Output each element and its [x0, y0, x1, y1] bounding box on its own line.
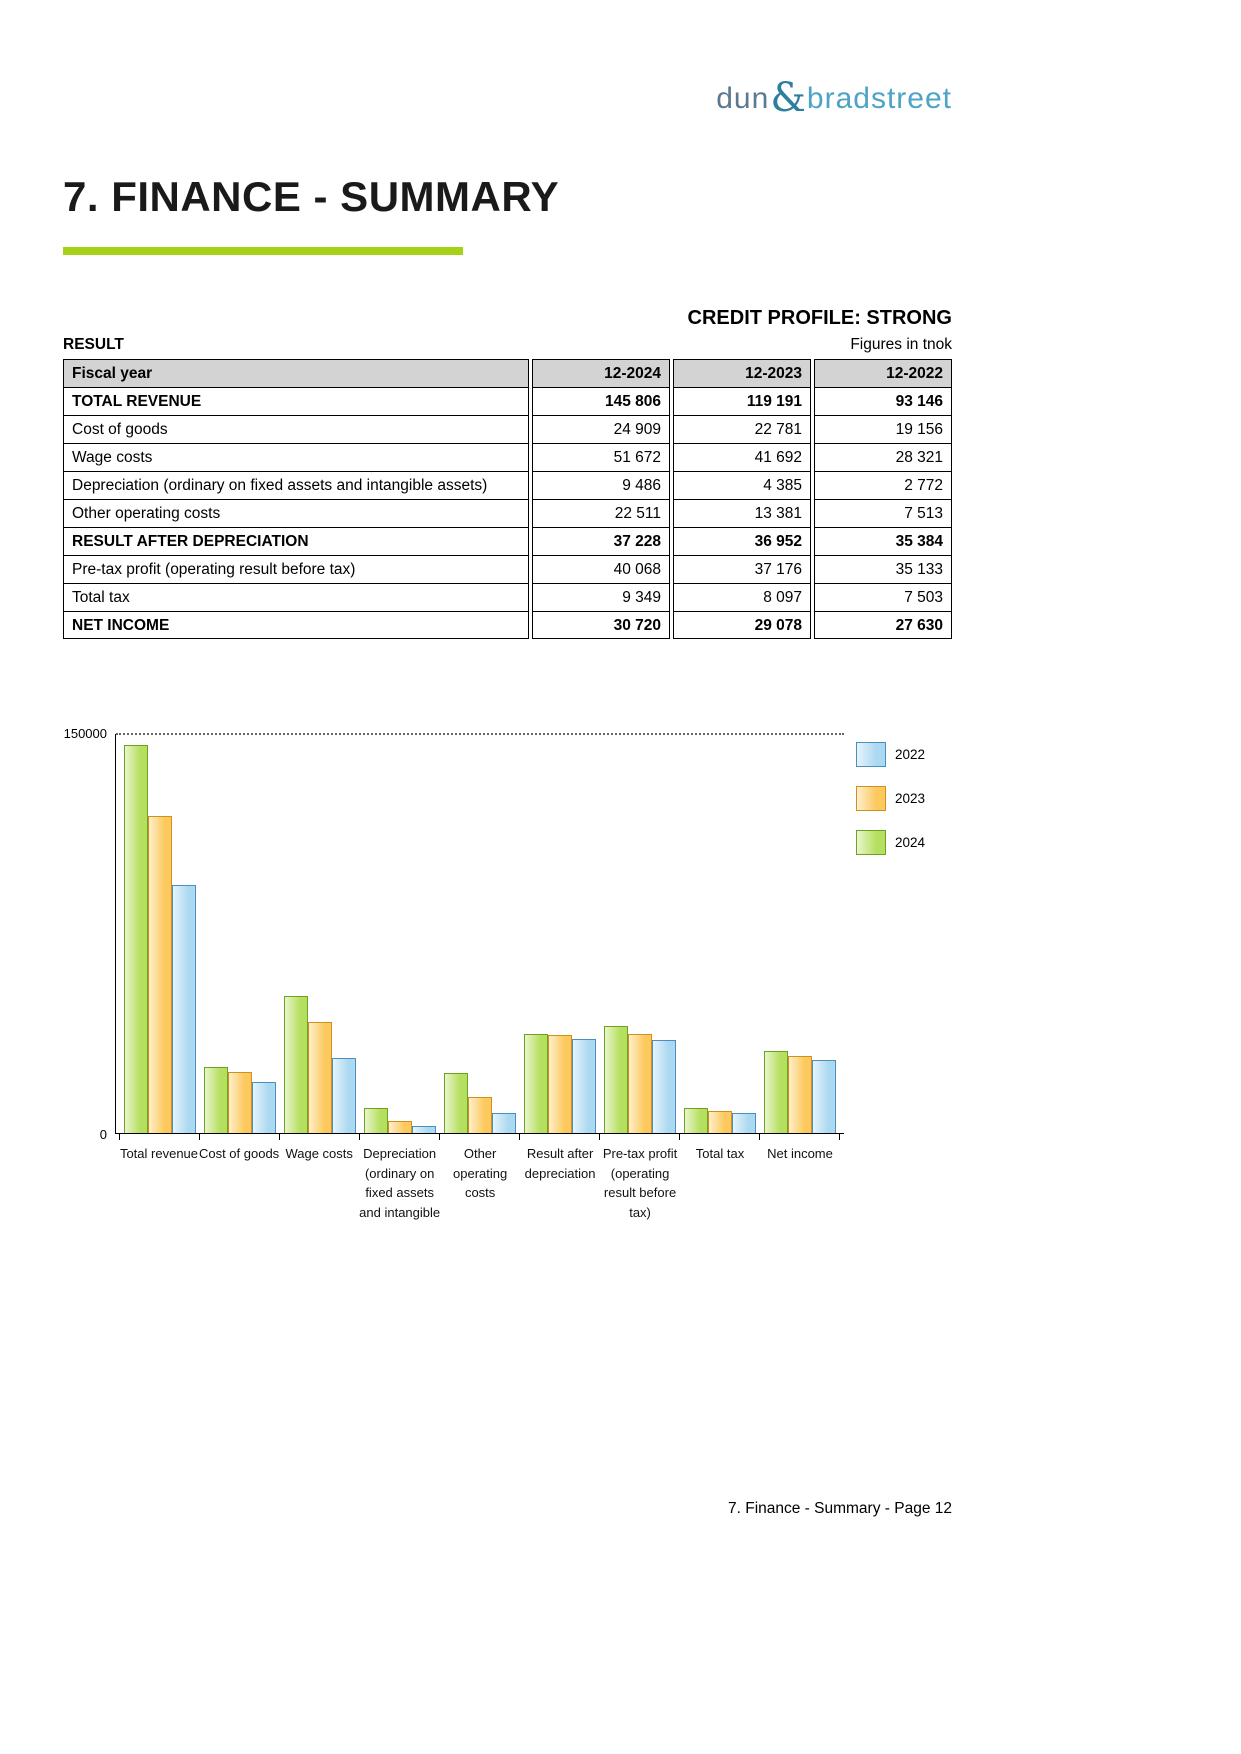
table-row-label: Total tax [63, 583, 529, 611]
axis-tick [600, 1134, 680, 1140]
table-cell-value: 119 191 [673, 387, 811, 415]
x-axis-category-label: Total tax [695, 1146, 745, 1161]
bar-group [120, 734, 200, 1133]
table-cell-value: 51 672 [532, 443, 670, 471]
bar-group [360, 734, 440, 1133]
dun-bradstreet-logo [63, 72, 952, 121]
x-axis-category-label: Depreciation (ordinary on fixed assets and intangible [359, 1146, 441, 1220]
axis-tick [280, 1134, 360, 1140]
table-row-label: RESULT AFTER DEPRECIATION [63, 527, 529, 555]
y-axis-min-label: 0 [99, 1127, 107, 1142]
bar-group [520, 734, 600, 1133]
table-cell-value: 22 511 [532, 499, 670, 527]
legend-swatch-2024 [856, 830, 886, 855]
bar-2023 [388, 1121, 412, 1133]
credit-profile-label: CREDIT PROFILE: STRONG [687, 307, 952, 329]
bar-2022 [412, 1126, 436, 1133]
table-cell-value: 2 772 [814, 471, 952, 499]
table-cell-value: 93 146 [814, 387, 952, 415]
bar-2022 [252, 1082, 276, 1133]
legend-label: 2024 [895, 835, 926, 850]
bar-group [280, 734, 360, 1133]
table-header-cell: 12-2022 [814, 359, 952, 387]
bar-2024 [204, 1067, 228, 1133]
table-cell-value: 8 097 [673, 583, 811, 611]
legend-item-2023 [856, 786, 952, 811]
table-cell-value: 41 692 [673, 443, 811, 471]
x-axis-category-label: Result after depreciation [524, 1146, 596, 1181]
table-cell-value: 28 321 [814, 443, 952, 471]
bar-2022 [172, 885, 196, 1133]
table-cell-value: 13 381 [673, 499, 811, 527]
bar-2024 [364, 1108, 388, 1133]
axis-tick [119, 1134, 200, 1140]
x-axis-category-label: Net income [767, 1146, 833, 1161]
axis-tick [200, 1134, 280, 1140]
table-cell-value: 36 952 [673, 527, 811, 555]
bar-2023 [708, 1111, 732, 1133]
table-row-label: NET INCOME [63, 611, 529, 639]
chart-y-axis [63, 726, 115, 1142]
bar-2022 [732, 1113, 756, 1133]
table-cell-value: 35 384 [814, 527, 952, 555]
bar-2022 [572, 1039, 596, 1133]
legend-item-2022 [856, 742, 952, 767]
bar-group [200, 734, 280, 1133]
chart-plot-wrap [115, 734, 844, 1222]
axis-tick [680, 1134, 760, 1140]
table-cell-value: 37 176 [673, 555, 811, 583]
logo-text-bradstreet: bradstreet [806, 82, 952, 115]
table-cell-value: 145 806 [532, 387, 670, 415]
logo-text-dun: dun [716, 82, 770, 115]
chart-plot-area [115, 734, 844, 1134]
bar-2024 [684, 1108, 708, 1133]
table-cell-value: 9 349 [532, 583, 670, 611]
section-label-result: RESULT [63, 336, 124, 353]
bar-2023 [548, 1035, 572, 1133]
axis-tick [520, 1134, 600, 1140]
bar-group [440, 734, 520, 1133]
bar-2022 [812, 1060, 836, 1133]
bar-2023 [468, 1097, 492, 1133]
figures-unit-note: Figures in tnok [850, 336, 952, 353]
table-cell-value: 30 720 [532, 611, 670, 639]
chart-legend [856, 734, 952, 1222]
bar-2023 [788, 1056, 812, 1133]
bar-group [760, 734, 840, 1133]
table-header-cell: 12-2023 [673, 359, 811, 387]
legend-swatch-2023 [856, 786, 886, 811]
bar-2023 [148, 816, 172, 1133]
x-axis-category-label: Pre-tax profit (operating result before tax) [602, 1146, 678, 1220]
bar-2024 [284, 996, 308, 1133]
bar-2022 [332, 1058, 356, 1133]
page-title: 7. FINANCE - SUMMARY [63, 173, 560, 220]
bar-2023 [308, 1022, 332, 1133]
bar-2024 [444, 1073, 468, 1133]
legend-swatch-2022 [856, 742, 886, 767]
table-cell-value: 35 133 [814, 555, 952, 583]
table-row-label: Other operating costs [63, 499, 529, 527]
table-row-label: Cost of goods [63, 415, 529, 443]
legend-label: 2022 [895, 747, 926, 762]
table-cell-value: 9 486 [532, 471, 670, 499]
logo-ampersand-icon: & [770, 75, 806, 121]
chart-x-axis-ticks [115, 1134, 844, 1140]
chart-x-axis-labels [115, 1140, 844, 1222]
table-cell-value: 37 228 [532, 527, 670, 555]
table-row-label: Wage costs [63, 443, 529, 471]
finance-bar-chart [63, 726, 952, 1222]
legend-label: 2023 [895, 791, 926, 806]
table-meta-row [63, 336, 952, 354]
legend-item-2024 [856, 830, 952, 855]
table-cell-value: 22 781 [673, 415, 811, 443]
bar-2024 [604, 1026, 628, 1133]
result-table [63, 359, 952, 639]
bar-2022 [492, 1113, 516, 1133]
table-row-label: Pre-tax profit (operating result before tax) [63, 555, 529, 583]
chart-bar-groups [116, 734, 844, 1133]
axis-tick [760, 1134, 840, 1140]
axis-tick [440, 1134, 520, 1140]
table-header-cell: 12-2024 [532, 359, 670, 387]
table-cell-value: 19 156 [814, 415, 952, 443]
table-cell-value: 7 513 [814, 499, 952, 527]
bar-2022 [652, 1040, 676, 1133]
table-cell-value: 40 068 [532, 555, 670, 583]
table-cell-value: 7 503 [814, 583, 952, 611]
y-axis-max-label: 150000 [63, 726, 107, 741]
table-cell-value: 24 909 [532, 415, 670, 443]
x-axis-category-label: Wage costs [285, 1146, 353, 1161]
page-footer: 7. Finance - Summary - Page 12 [728, 1500, 952, 1517]
bar-2023 [228, 1072, 252, 1133]
table-cell-value: 29 078 [673, 611, 811, 639]
x-axis-category-label: Total revenue [119, 1146, 199, 1161]
bar-group [600, 734, 680, 1133]
table-cell-value: 27 630 [814, 611, 952, 639]
table-cell-value: 4 385 [673, 471, 811, 499]
bar-group [680, 734, 760, 1133]
title-underline-accent [63, 247, 463, 255]
x-axis-category-label: Other operating costs [453, 1146, 508, 1200]
axis-tick [360, 1134, 440, 1140]
bar-2024 [764, 1051, 788, 1133]
bar-2024 [124, 745, 148, 1133]
table-row-label: TOTAL REVENUE [63, 387, 529, 415]
bar-2024 [524, 1034, 548, 1133]
x-axis-category-label: Cost of goods [198, 1146, 280, 1161]
bar-2023 [628, 1034, 652, 1133]
table-header-cell: Fiscal year [63, 359, 529, 387]
table-row-label: Depreciation (ordinary on fixed assets and intangible assets) [63, 471, 529, 499]
